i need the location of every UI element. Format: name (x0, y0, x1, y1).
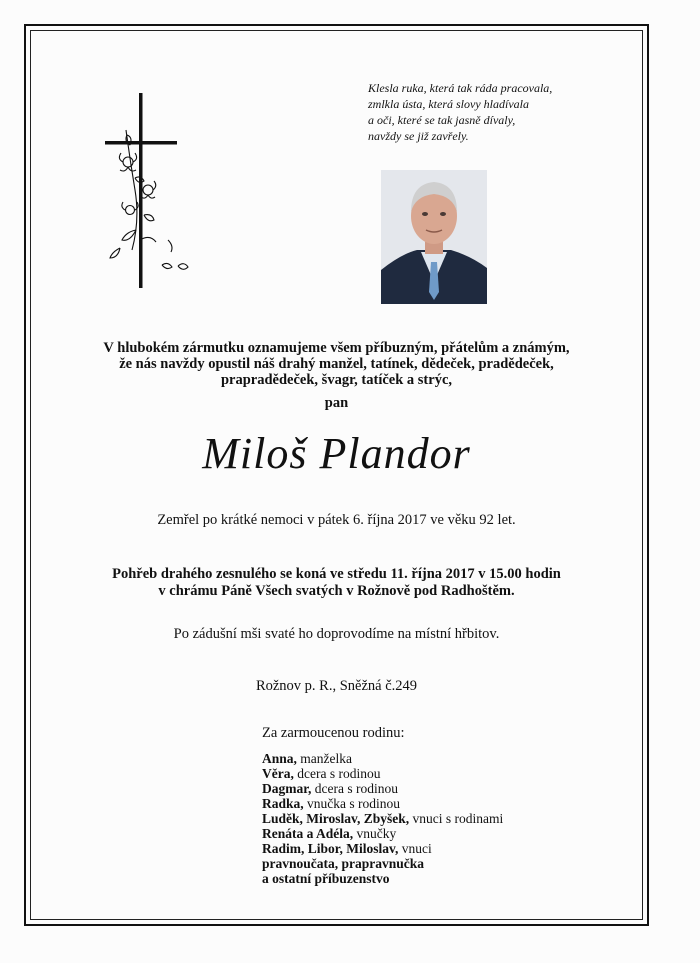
family-names: Věra, (262, 766, 294, 781)
poem-line: navždy se již zavřely. (368, 129, 469, 143)
funeral-info (30, 566, 643, 600)
family-names: Radka, (262, 796, 304, 811)
portrait-photo (381, 170, 487, 304)
family-row (262, 751, 503, 766)
announcement (30, 340, 643, 388)
family-names: pravnoučata, prapravnučka (262, 856, 425, 871)
funeral-line: v chrámu Páně Všech svatých v Rožnově pod Radhoštěm. (158, 583, 515, 599)
announcement-line: prapradědeček, švagr, tatíček a strýc, (220, 372, 453, 388)
family-names: Anna, (262, 751, 297, 766)
family-relation: dcera s rodinou (297, 766, 381, 781)
mass-note: Po zádušní mši svaté ho doprovodíme na místní hřbitov. (173, 626, 500, 642)
family-row (262, 766, 503, 781)
address: Rožnov p. R., Sněžná č.249 (255, 678, 418, 694)
family-row (262, 826, 503, 841)
title-word: pan (324, 395, 349, 411)
family-relation: dcera s rodinou (314, 781, 398, 796)
family-names: Luděk, Miroslav, Zbyšek, (262, 811, 410, 826)
family-row (262, 811, 503, 826)
family-row (262, 796, 503, 811)
family-relation: vnučky (356, 826, 397, 841)
poem-line: Klesla ruka, která tak ráda pracovala, (368, 81, 553, 95)
family-row (262, 781, 503, 796)
announcement-line: že nás navždy opustil náš drahý manžel, tatínek, dědeček, pradědeček, (119, 356, 554, 372)
poem-line: a oči, které se tak jasně dívaly, (368, 113, 516, 127)
death-notice: Zemřel po krátké nemoci v pátek 6. října 2017 ve věku 92 let. (157, 512, 516, 528)
family-relation: manželka (300, 751, 352, 766)
cross-with-flowers-icon (100, 90, 210, 290)
family-list (262, 751, 503, 886)
family-row (262, 856, 503, 871)
poem-line: zmlkla ústa, která slovy hladívala (368, 97, 529, 111)
family-relation: vnuci s rodinami (412, 811, 504, 826)
poem (368, 80, 608, 144)
family-names: Radim, Libor, Miloslav, (262, 841, 399, 856)
family-relation: vnuci (401, 841, 432, 856)
family-names: a ostatní příbuzenstvo (262, 871, 390, 886)
family-relation: vnučka s rodinou (307, 796, 400, 811)
deceased-name: Miloš Plandor (202, 429, 471, 478)
family-names: Renáta a Adéla, (262, 826, 354, 841)
announcement-line: V hlubokém zármutku oznamujeme všem příbuzným, přátelům a známým, (103, 340, 570, 356)
family-title: Za zarmoucenou rodinu: (262, 725, 405, 741)
family-names: Dagmar, (262, 781, 312, 796)
family-row (262, 841, 503, 856)
funeral-line: Pohřeb drahého zesnulého se koná ve středu 11. října 2017 v 15.00 hodin (112, 566, 561, 582)
family-row (262, 871, 503, 886)
